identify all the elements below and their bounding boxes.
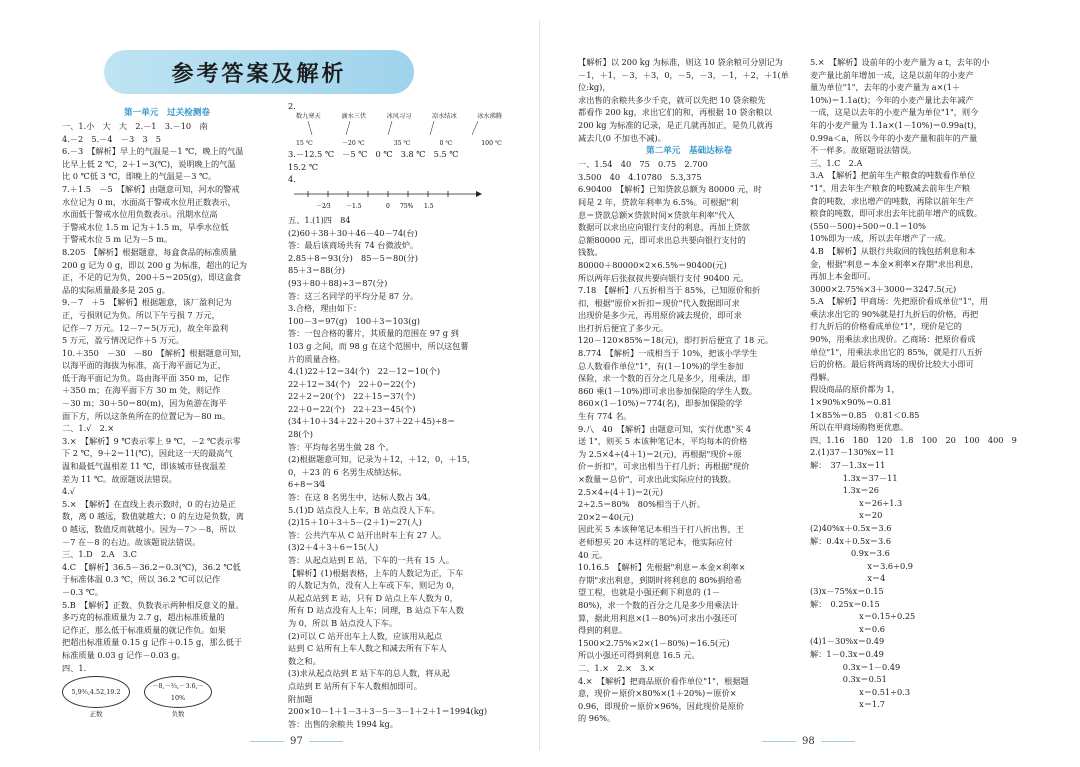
answer-line: 扣，根据"原价×折扣＝现价"代入数据即可求 [578, 297, 740, 308]
answer-line: 差为 11 ℃。故原题说法错误。 [62, 473, 177, 484]
answer-line: 于警戒水位 5 m 记为－5 m。 [62, 234, 173, 245]
answer-line: 生有 774 名。 [578, 411, 632, 422]
answer-line: 0 越远，数值反而就越小。因为－7＞－8，所以 [62, 524, 236, 534]
negative-label: 负数 [171, 710, 185, 719]
answer-line: 3.A 【解析】把前年生产粮食的吨数看作单位 [810, 170, 976, 181]
answer-line: 四、1.16 180 120 1.8 100 20 100 400 9 [810, 434, 1017, 445]
answer-line: 价＝折扣"，可求出相当于打几折；再根据"现价 [578, 461, 750, 472]
answer-line: 4.× 【解析】把商品原价看作单位"1"，根据题 [578, 675, 749, 686]
tick-2: －1.5 [346, 202, 362, 210]
answer-line: 点站到 E 站所有下车人数相加即可。 [288, 680, 422, 691]
answer-line: 5.A 【解析】甲商场：先把原价看成单位"1"，用 [810, 296, 988, 307]
answer-line: 意，现价＝原价×80%×(1＋20%)＝原价× [578, 688, 737, 699]
answer-line: 解：0.4x＋0.5x＝3.6 [810, 535, 892, 546]
answer-line: 温和最低气温相差 11 ℃，即该城市昼夜温差 [62, 461, 226, 472]
answer-line: 所以在甲商场购物更优惠。 [810, 422, 909, 433]
answer-line: 后的价格。最后将两商场的现价比较大小即可 [810, 359, 974, 370]
answer-line: 4.B 【解析】从银行共取回的钱包括利息和本 [810, 245, 976, 256]
thermometer-label: 滴水三伏 [341, 112, 367, 120]
answer-line: 860 乘(1－10%)即可求出参加保险的学生人数。 [578, 385, 758, 396]
answer-line: 4.(1)22＋12＝34(个) 22－12＝10(个) [288, 366, 441, 377]
answer-line: 二、1.√ 2.× [62, 423, 115, 434]
answer-line: x＝0.6 [810, 623, 885, 634]
answer-line: 90%，用乘法求出现价。乙商场：把原价看成 [810, 334, 976, 345]
page-title: 参考答案及解析 [171, 60, 347, 87]
answer-line: 答：平均每名男生做 28 个。 [288, 441, 394, 452]
thermometer-labels [288, 113, 510, 121]
answer-line: 二、1.× 2.× 3.× [578, 662, 655, 673]
answer-line: 10.＋350 －30 －80 【解析】根据题意可知， [62, 347, 247, 358]
number-line [288, 186, 510, 214]
answer-line: 5 万元，盈亏情况记作＋5 万元。 [62, 335, 185, 346]
answer-line: 答：一包合格的薯片，其质量的范围在 97 g 到 [288, 328, 459, 339]
answer-line: －30 m；30＋50＝80(m)，因为鱼游在海平 [62, 398, 227, 409]
answer-line: x＝0.15÷0.25 [810, 611, 916, 622]
answer-line: 3.合格，理由如下： [288, 303, 362, 314]
answer-line: －7 在－8 的右边。故该题说法错误。 [62, 536, 201, 547]
answer-line: 品的实际质量最多是 205 g。 [62, 284, 170, 295]
answer-line: 6.－3 【解析】早上的气温是－1 ℃，晚上的气温 [62, 146, 244, 157]
answer-line: 单位"1"，用乘法求出它的 85%，就是打八五折 [810, 346, 983, 357]
answer-line: 9.－7 ＋5 【解析】根据题意，该厂盈利记为 [62, 297, 232, 308]
title-banner [104, 50, 414, 94]
answer-line: 水位记为 0 m，水面高于警戒水位用正数表示， [62, 196, 236, 207]
negative-numbers-ellipse: －8,－⅔,－3.6,－10% [144, 676, 212, 708]
answer-line: 低于海平面记为负。岛由海平面 350 m，记作 [62, 372, 230, 383]
tick-5: 1.5 [424, 202, 434, 210]
answer-line: 附加题 [288, 693, 313, 704]
answer-lines-a [578, 56, 800, 144]
answer-line: 食的吨数，求出增产的吨数，再除以前年生产 [810, 195, 974, 206]
answer-line: 四、1. [62, 662, 87, 673]
answer-line: 出打折后便宜了多少元。 [578, 322, 669, 333]
answer-line: (34＋10＋34＋22＋20＋37＋22＋45)÷8＝ [288, 416, 456, 427]
answer-line: 80%)，求一个数的百分之几是多少用乘法计 [578, 599, 739, 610]
answer-line: 10%)＝1.1a(t)；今年的小麦产量比去年减产 [810, 94, 974, 105]
answer-line: 钱数。 [578, 247, 603, 258]
thermometer-label: 凉水结冰 [431, 112, 457, 120]
answer-line: 总额80000 元，即可求出总共要向银行支付的 [578, 234, 746, 245]
answer-line: 数，离 0 越远，数值就越大；0 的左边是负数，离 [62, 511, 244, 522]
answer-line: 站到 C 站所有上车人数之和减去所有下车人 [288, 643, 447, 654]
answer-line: 200 g 记为 0 g，即以 200 g 为标准，超出的记为 [62, 259, 248, 270]
answer-line: 4.C 【解析】36.5－36.2＝0.3(℃)，36.2 ℃低 [62, 561, 241, 572]
answer-line: (2)根据题意可知，记录为＋12，＋12，0，＋15， [288, 454, 476, 465]
answer-line: 不一样多。故原题说法错误。 [810, 145, 917, 156]
answer-line: 答：这三名同学的平均分是 87 分。 [288, 290, 419, 301]
right-column-2 [810, 56, 1036, 711]
answer-lines-b [578, 158, 800, 725]
answer-line: 10%即为一成，所以去年增产了一成。 [810, 233, 952, 244]
answer-line: 把超出标准质量 0.15 g 记作＋0.15 g，那么低于 [62, 637, 243, 648]
answer-line: 得解。 [810, 371, 835, 382]
answer-line: 假设商品的原价都为 1， [810, 384, 900, 395]
answer-line: (2)可以 C 站开出车上人数，应该用从起点 [288, 630, 443, 641]
answer-line: (2)60＋38＋30＋46－40－74(台) [288, 227, 418, 238]
answer-line: 【解析】以 200 kg 为标准，则这 10 袋余粮可分别记为 [578, 57, 783, 67]
answer-line: 片的质量合格。 [288, 353, 346, 364]
page-number-98 [762, 736, 855, 747]
answer-line: 22＋12＝34(个) 22＋0＝22(个) [288, 378, 416, 389]
answer-line: (93＋80＋88)÷3＝87(分) [288, 277, 388, 288]
thermo-question-number: 2. [288, 101, 296, 111]
answer-line: (3)x－75%x＝0.15 [810, 585, 884, 596]
answer-line: (2)15＋10＋3＋5－(2＋1)＝27(人) [288, 517, 422, 528]
answer-line: 所以两年后张叔叔共要向银行支付 90400 元。 [578, 272, 749, 283]
answer-line: 200 kg 为标准的记录，是正几就再加正，是负几就再 [578, 119, 773, 130]
answer-line: 打九折后的价格看成单位"1"，现价是它的 [810, 321, 962, 332]
thermometer-temp: －20 ℃ [341, 140, 365, 148]
answer-line: 息＝贷款总额×贷款时间×贷款年利率"代入 [578, 209, 735, 220]
answer-line: 算，据此用利息×(1－80%)可求出小强还可 [578, 612, 738, 623]
answer-line: 4. [288, 174, 296, 185]
answer-line: 3.500 40 4.10780 5.3,375 [578, 171, 702, 182]
answer-line: 所以小强还可得到利息 16.5 元。 [578, 650, 700, 661]
answer-line: 三、1.D 2.A 3.C [62, 549, 137, 560]
answer-line: 0.3x＝1－0.49 [810, 661, 901, 672]
answer-line: 0.96，即现价＝原价×96%，因此现价是原价 [578, 700, 745, 711]
answer-line: 的人数记为负，没有人上车或下车，则记为 0， [288, 580, 460, 591]
number-classification-answer [62, 676, 272, 721]
answer-line: "1"，用去年生产粮食的吨数减去前年生产粮 [810, 182, 971, 193]
answer-line: 3000×2.75%×3＋3000＝3247.5(元) [810, 283, 957, 294]
thermometer-temp: 0 ℃ [439, 140, 453, 148]
answer-line: 1.3x＝37－11 [810, 472, 898, 483]
answer-line: 1×85%＝0.85 0.81＜0.85 [810, 409, 920, 420]
answer-line: 9.八 40 【解析】由题意可知，实行优惠"买 4 [578, 423, 752, 434]
thermometer-temp: 35 ℃ [393, 140, 411, 148]
thermometer-temp: 100 ℃ [481, 140, 502, 148]
answer-line: 标准质量 0.03 g 记作－0.03 g。 [62, 649, 185, 660]
answer-lines [810, 56, 1036, 711]
answer-line: 6.90400 【解析】已知贷款总额为 80000 元，时 [578, 184, 762, 195]
tick-4: 75% [400, 202, 414, 210]
answer-line: 面下方，所以这条鱼所在的位置记为－80 m。 [62, 410, 231, 421]
answer-line: 22＋2＝20(个) 22＋15＝37(个) [288, 391, 416, 402]
positive-numbers-ellipse: 5,9⅗,4.52,19.2 [62, 676, 130, 708]
answer-line: 85＋3＝88(分) [288, 265, 345, 276]
answer-line: 比 0 ℃低 3 ℃，即晚上的气温是－3 ℃。 [62, 171, 217, 182]
tick-1: －2⁄3 [316, 202, 331, 210]
answer-line: 数据可以求出应向银行支付的利息，再加上贷款 [578, 222, 750, 233]
answer-line: 麦产量比前年增加一成，这是以前年的小麦产 [810, 69, 974, 80]
answer-line: 金，根据"利息＝本金×利率×存期"求出利息， [810, 258, 979, 269]
answer-line: ×数量＝总价"，可求出此实际应付的钱数。 [578, 474, 737, 484]
answer-line: 1×90%×90%＝0.81 [810, 397, 892, 408]
answer-line: 2.85＋8＝93(分) 85－5＝80(分) [288, 252, 418, 263]
answer-line: 于警戒水位 1.5 m 记为＋1.5 m，旱季水位低 [62, 221, 229, 232]
answer-line: 量为单位"1"，去年的小麦产量为 a×(1＋ [810, 82, 961, 93]
thermometer-label: 冰水沸腾 [477, 112, 502, 120]
answer-line: 答：最后该商场共有 74 台微波炉。 [288, 240, 419, 251]
answer-line: 答：出售的余粮共 1994 kg。 [288, 718, 398, 729]
answer-line: x＝4 [810, 573, 886, 584]
answer-line: 所有 D 站点没有人上车；同理，B 站点下车人数 [288, 605, 464, 616]
section-title-unit1: 第一单元 过关检测卷 [124, 108, 210, 118]
answer-line: x＝1.7 [810, 699, 885, 710]
answer-line: 出现价是多少元，再用原价减去现价，即可求 [578, 310, 742, 321]
answer-line: 1.3x＝26 [810, 485, 879, 496]
answer-line: 粮食的吨数，即可求出去年比前年增产的成数。 [810, 208, 982, 219]
answer-line: 答：从起点站到 E 站，下车的一共有 15 人。 [288, 555, 454, 565]
answer-line: 解：1－0.3x＝0.49 [810, 648, 884, 659]
thermometer-label: 冰风习习 [386, 112, 412, 120]
answer-line: 记作正，那么低于标准质量的就记作负。如果 [62, 624, 226, 635]
answer-line: 40 元。 [578, 549, 608, 560]
answer-line: 求出售的余粮共多少千克，就可以先把 10 袋余粮先 [578, 94, 766, 105]
answer-line: 5.× 【解析】设前年的小麦产量为 a t，去年的小 [810, 57, 990, 67]
left-column-2 [288, 100, 510, 730]
answer-line: 存期"求出利息，到期时将利息的 80%捐给希 [578, 574, 742, 585]
answer-line: (2)40%x＋0.5x＝3.6 [810, 522, 892, 533]
answer-line: (4)1－30%x＝0.49 [810, 636, 885, 647]
answer-line: 3.－12.5 ℃ －5 ℃ 0 ℃ 3.8 ℃ 5.5 ℃ [288, 149, 459, 160]
page-98 [540, 0, 1080, 767]
answer-line: 8.774 【解析】一成相当于 10%，把该小学学生 [578, 348, 758, 359]
right-column-1 [578, 56, 800, 725]
answer-line: 五、1.(1)四 84 [288, 214, 351, 225]
answer-line: 从起点站到 E 站，只有 D 站点上车人数为 0， [288, 592, 458, 603]
page-number-97 [250, 736, 343, 747]
answer-line: 0.3x＝0.51 [810, 674, 887, 685]
answer-line: 为 2.5×4÷(4＋1)＝2(元)，再根据"现价÷原 [578, 448, 742, 459]
answer-line: 间是 2 年，贷款年利率为 6.5%。可根据"利 [578, 196, 739, 207]
answer-lines-a [288, 148, 510, 186]
answer-line: 4.－2 5.－4 －3 3 5 [62, 133, 161, 144]
answer-line: 以海平面的海拔为标准，高于海平面记为正， [62, 360, 226, 371]
answer-line: 老师想买 20 本这样的笔记本，他实际应付 [578, 536, 733, 547]
answer-line: 正，亏损则记为负。所以下午亏损 7 万元， [62, 309, 220, 320]
answer-line: 860×(1－10%)＝774(名)，即参加保险的学 [578, 398, 743, 409]
answer-line: 2.5×4÷(4＋1)＝2(元) [578, 486, 663, 497]
page-num: 98 [802, 736, 815, 747]
answer-line: (3)2＋4＋3＋6＝15(人) [288, 542, 379, 553]
answer-line: 得到的利息。 [578, 625, 628, 636]
answer-line: ＋350 m；在海平面下方 30 m 处，则记作 [62, 385, 221, 396]
answer-line: 5.B 【解析】正数、负数表示两种相反意义的量。 [62, 599, 244, 610]
answer-line: 一成，这是以去年的小麦产量为单位"1"，则今 [810, 107, 979, 118]
thermometer-temps [288, 140, 510, 148]
answer-lines [62, 120, 272, 674]
answer-line: 6÷8＝3⁄4 [288, 479, 326, 490]
answer-line: 20×2＝40(元) [578, 511, 634, 522]
answer-line: 22＋0＝22(个) 22＋23＝45(个) [288, 403, 416, 414]
answer-line: 都看作 200 kg，求出它们的和，再根据 10 袋余粮以 [578, 107, 773, 118]
answer-line: 解： 0.25x＝0.15 [810, 598, 880, 609]
answer-line: 减去几(0 不加也不减)。 [578, 132, 666, 143]
answer-line: 多巧克的标准质量为 2.7 g，超出标准质量的 [62, 612, 225, 623]
answer-line: 5.(1)D 站点没人上车，B 站点没人下车。 [288, 504, 440, 515]
answer-line: －0.3 ℃。 [62, 586, 104, 597]
answer-line: 三、1.C 2.A [810, 157, 863, 168]
answer-line: 7.＋1.5 －5 【解析】由题意可知，河水的警戒 [62, 183, 240, 194]
answer-line: 4.√ [62, 486, 76, 497]
section-title-unit2: 第二单元 基础达标卷 [646, 146, 732, 157]
answer-line: 28(个) [288, 429, 313, 440]
thermometer-label: 数九寒天 [296, 112, 321, 120]
answer-line: 100－3＝97(g) 100＋3＝103(g) [288, 315, 420, 326]
left-column-1 [62, 106, 272, 721]
answer-line: (3)求从起点站到 E 站下车的总人数，将从起 [288, 668, 450, 679]
answer-line: 120－120×85%＝18(元)，即打折后便宜了 18 元。 [578, 335, 774, 346]
answer-line: x＝20 [810, 510, 883, 521]
answer-line: 乘法求出它的 90%就是打九折后的价格，再把 [810, 308, 979, 319]
answer-line: 数之和。 [288, 655, 321, 666]
answer-line: 0.9x＝3.6 [810, 548, 890, 559]
answer-line: 为 0，所以 B 站点没人下车。 [288, 617, 398, 628]
answer-line: x＝3.6÷0.9 [810, 560, 914, 571]
answer-line: 记作－7 万元。12－7＝5(万元)，故全年盈利 [62, 322, 229, 333]
answer-line: 答：在这 8 名男生中，达标人数占 3⁄4。 [288, 492, 436, 503]
answer-line: 保险，求一个数的百分之几是多少，用乘法，即 [578, 373, 750, 384]
positive-label: 正数 [89, 710, 103, 719]
answer-line: 2.(1)37－130%x＝11 [810, 447, 895, 458]
answer-line: 8.205 【解析】根据题意，每盒食品的标准质量 [62, 246, 237, 257]
thermometer-temp: 15 ℃ [296, 140, 313, 148]
answer-line: 2÷2.5＝80% 80%相当于八折。 [578, 499, 705, 510]
answer-line: 0.99a＜a，所以今年的小麦产量和前年的产量 [810, 132, 978, 143]
answer-line: 的 96%。 [578, 713, 616, 724]
answer-line: 【解析】(1)根据表格，上车的人数记为正，下车 [288, 567, 464, 578]
answer-line: 答：公共汽车从 C 站开出时车上有 27 人。 [288, 529, 447, 540]
answer-line: 于标准体温 0.3 ℃，所以 36.2 ℃可以记作 [62, 574, 221, 585]
answer-line: －1，＋1，－3，＋3，0，－5，－3，－1，＋2，＋1(单位:kg)， [578, 69, 789, 93]
answer-line: 103 g 之间，而 98 g 在这个范围中，所以这包薯 [288, 340, 469, 351]
answer-line: 再加上本金即可。 [810, 271, 876, 282]
page-num: 97 [290, 736, 303, 747]
answer-line: 因此买 5 本该种笔记本相当于打八折出售，王 [578, 524, 744, 535]
answer-line: x＝0.51÷0.3 [810, 686, 911, 697]
answer-line: 3.× 【解析】9 ℃表示零上 9 ℃，－2 ℃表示零 [62, 435, 241, 446]
answer-line: x＝26÷1.3 [810, 497, 903, 508]
answer-line: 80000＋80000×2×6.5%＝90400(元) [578, 259, 727, 270]
answer-line: 望工程，也就是小强还剩下利息的 (1－ [578, 587, 721, 598]
answer-line: 5.× 【解析】在直线上表示数时，0 的右边是正 [62, 498, 236, 509]
answer-line: 解： 37－1.3x＝11 [810, 460, 886, 470]
answer-line: 15.2 ℃ [288, 161, 318, 172]
answer-line: 比早上低 2 ℃，2＋1＝3(℃)，说明晚上的气温 [62, 158, 236, 169]
answer-line: 水面低于警戒水位用负数表示。汛期水位高 [62, 209, 218, 220]
answer-line: 一、1.小 大 大 2.－1 3.－10 南 [62, 121, 208, 131]
answer-line: 0，＋23 的 6 名男生成绩达标。 [288, 466, 407, 477]
answer-line: 年的小麦产量为 1.1a×(1－10%)＝0.99a(t)， [810, 119, 982, 130]
answer-line: 1500×2.75%×2×(1－80%)＝16.5(元) [578, 637, 730, 648]
answer-line: 正，不足的记为负，200＋5＝205(g)，即这盒食 [62, 272, 242, 283]
answer-line: (550－500)÷500＝0.1＝10% [810, 220, 926, 231]
answer-line: 7.18 【解析】八五折相当于 85%，已知原价和折 [578, 285, 761, 296]
answer-line: 总人数看作单位"1"，有(1－10%)的学生参加 [578, 360, 744, 371]
thermometer-link-lines [288, 121, 510, 137]
answer-lines-b [288, 214, 510, 730]
answer-line: 下 2 ℃，9＋2＝11(℃)，因此这一天的最高气 [62, 448, 233, 459]
answer-line: 200×10－1＋1－3＋3－5－3－1＋2＋1＝1994(kg) [288, 706, 488, 717]
answer-line: 送 1"，则买 5 本该种笔记本，平均每本的价格 [578, 436, 748, 447]
answer-line: 10.16.5 【解析】先根据"利息＝本金×利率× [578, 562, 746, 573]
tick-3: 0 [386, 202, 390, 210]
answer-line: 一、1.54 40 75 0.75 2.700 [578, 159, 708, 170]
